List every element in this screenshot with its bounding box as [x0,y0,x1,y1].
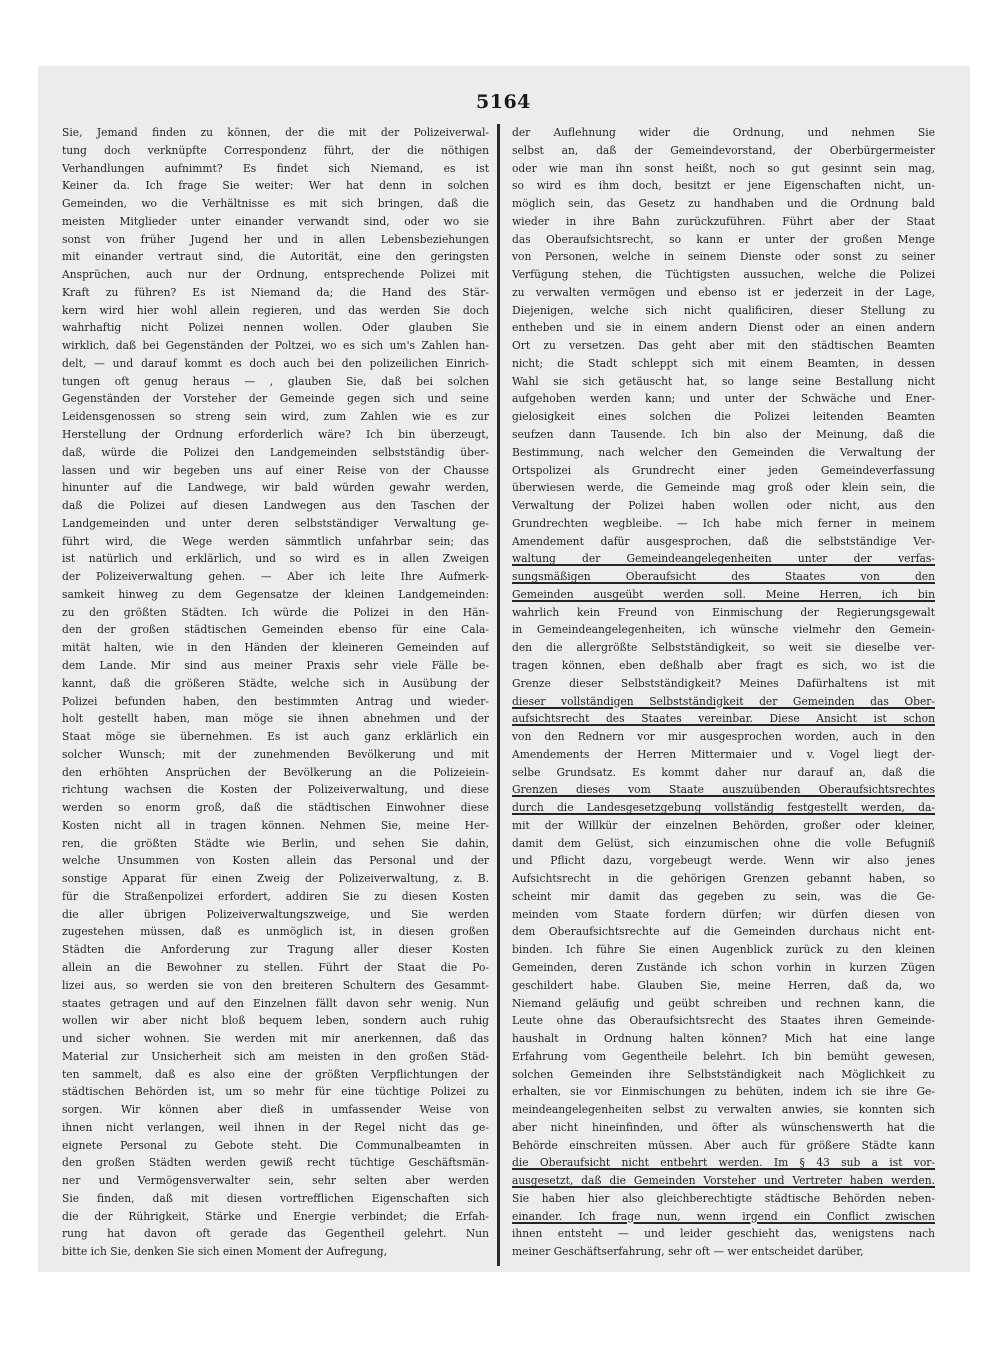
text-line: Behörde einschreiten müssen. Aber auch für größere Städte kann [512,1138,935,1152]
text-line: nicht; die Stadt schleppt sich mit einem Beamten, in dessen [512,356,935,370]
text-line: den großen Städten werden gewiß recht tüchtige Geschäftsmän- [62,1156,489,1170]
text-line: rung hat davon oft gerade das Gegentheil gelehrt. Nun [62,1227,489,1241]
text-line: Verwaltung der Polizei haben wollen oder nicht, aus den [512,499,935,513]
text-line: und sicher wohnen. Sie werden mit mir anerkennen, daß das [62,1032,489,1046]
text-line: daß die Polizei auf diesen Landwegen aus den Taschen der [62,499,489,513]
text-line: einander. Ich frage nun, wenn irgend ein Conflict zwischen [512,1209,935,1223]
text-line: lassen und wir begeben uns auf einer Reise von der Chausse [62,463,489,477]
text-line: mit einander vertraut sind, die Autorität, eine den geringsten [62,250,489,264]
text-line: Staat möge sie übernehmen. Es ist auch ganz erklärlich ein [62,730,489,744]
text-line: aufsichtsrecht des Staates vereinbar. Diese Ansicht ist schon [512,712,935,726]
text-line: führt wird, die Wege werden sämmtlich unfahrbar sein; das [62,534,489,548]
text-line: scheint mir damit das gegeben zu sein, was die Ge- [512,889,935,903]
text-line: Sie, Jemand finden zu können, der die mit der Polizeiverwal- [62,126,489,139]
text-line: ist natürlich und erklärlich, und so wird es in allen Zweigen [62,552,489,566]
text-line: Keiner da. Ich frage Sie weiter: Wer hat denn in solchen [62,179,489,193]
text-line: für die Straßenpolizei erfordert, addiren Sie zu diesen Kosten [62,889,489,903]
left-column [62,124,489,1266]
text-line: von den Rednern vor mir ausgesprochen worden, auch in den [512,730,935,744]
text-line: kannt, daß die größeren Städte, welche sich in Ausübung der [62,676,489,690]
text-line: Leute ohne das Oberaufsichtsrecht des Staates ihren Gemeinde- [512,1014,935,1028]
text-line: welche Unsummen von Kosten allein das Personal und der [62,854,489,868]
text-line: Ort zu versetzen. Das geht aber mit den städtischen Beamten [512,339,935,353]
text-line: bitte ich Sie, denken Sie sich einen Moment der Aufregung, [62,1245,388,1259]
text-line: Niemand geläufig und geübt schreiben und rechnen kann, die [512,996,935,1010]
text-line: solcher Wunsch; mit der zunehmenden Bevölkerung und mit [62,747,489,761]
text-line: hinunter auf die Landwege, wir bald würden gewahr werden, [62,481,489,495]
text-line: ten sammelt, daß es also eine der größten Verpflichtungen der [62,1067,489,1081]
text-line: tung doch verknüpfte Correspondenz führt, der die nöthigen [62,143,489,157]
text-line: die aller übrigen Polizeiverwaltungszweige, und Sie werden [62,907,489,921]
text-line: meinden vom Staate fordern dürfen; wir dürfen diesen von [512,907,935,921]
text-line: seufzen dann Tausende. Ich bin also der Meinung, daß die [512,428,935,442]
text-line: werden so enorm groß, daß die städtischen Einwohner diese [62,801,489,815]
text-line: den der großen städtischen Gemeinden ebenso für eine Cala- [62,623,489,637]
text-line: binden. Ich führe Sie einen Augenblick zurück zu den kleinen [512,943,935,957]
text-line: wollen wir aber nicht bloß bequem leben, sondern auch ruhig [62,1014,489,1028]
text-line: delt, — und darauf kommt es doch auch bei den polizeilichen Einrich- [62,356,489,370]
text-line: Erfahrung vom Gegentheile belehrt. Ich bin bemüht gewesen, [512,1049,935,1063]
text-line: in Gemeindeangelegenheiten, ich wünsche vielmehr den Gemein- [512,623,935,637]
text-line: Amendement dafür ausgesprochen, daß die selbstständige Ver- [512,534,935,548]
text-line: zu verwalten vermögen und ebenso ist er jederzeit in der Lage, [512,285,935,299]
text-line: dieser vollständigen Selbstständigkeit der Gemeinden das Ober- [512,694,935,708]
text-line: tungen oft genug heraus — , glauben Sie, daß bei solchen [62,374,489,388]
text-line: Landgemeinden und unter deren selbstständiger Verwaltung ge- [62,516,489,530]
text-line: ren, die größten Städte wie Berlin, und sehen Sie dahin, [62,836,489,850]
text-line: Gemeinden, wo die Verhältnisse es mit sich bringen, daß die [62,197,489,211]
text-line: durch die Landesgesetzgebung vollständig festgestellt werden, da- [512,801,935,815]
text-line: sungsmäßigen Oberaufsicht des Staates von den [512,570,935,584]
text-line: gielosigkeit eines solchen die Polizei leitenden Beamten [512,410,935,424]
text-line: Verfügung stehen, die Tüchtigsten aussuchen, welche die Polizei [512,268,935,282]
text-line: Städten die Anforderung zur Tragung aller dieser Kosten [62,943,489,957]
text-line: Grenze dieser Selbstständigkeit? Meines Dafürhaltens ist mit [512,676,935,690]
text-line: aufgehoben werden kann; und unter der Schwäche und Ener- [512,392,935,406]
text-line: meisten Mitglieder unter einander verwandt sind, oder wo sie [62,214,489,228]
text-line: daß, würde die Polizei den Landgemeinden selbstständig über- [62,445,489,459]
text-line: Wahl sie sich getäuscht hat, so lange seine Bestallung nicht [512,374,935,388]
text-line: Gemeinden, deren Zustände ich schon vorhin in kurzen Zügen [512,960,935,974]
text-line: erhalten, sie vor Einmischungen zu behüten, indem ich sie ihre Ge- [512,1085,935,1099]
text-line: selbst an, daß der Gemeindevorstand, der Oberbürgermeister [512,143,935,157]
text-line: den erhöhten Ansprüchen der Bevölkerung an die Polizeiein- [62,765,489,779]
text-line: dem Oberaufsichtsrechte auf die Gemeinden durchaus nicht ent- [512,925,935,939]
text-line: meindeangelegenheiten selbst zu verwalten anwies, sie konnten sich [512,1103,935,1117]
text-line: Leidensgenossen so streng sein wird, zum Zahlen wie es zur [62,410,489,424]
text-line: Gemeinden ausgeübt werden soll. Meine Herren, ich bin [512,587,935,601]
text-line: Grenzen dieses vom Staate auszuübenden Oberaufsichtsrechtes [512,783,935,797]
text-line: aber nicht hineinfinden, und öfter als wünschenswerth hat die [512,1120,935,1134]
text-line: Aufsichtsrecht in die gehörigen Grenzen gebannt haben, so [512,872,935,886]
text-line: möglich sein, das Gesetz zu handhaben und die Ordnung bald [512,197,935,211]
text-line: so wird es ihm doch, besitzt er jene Eigenschaften nicht, un- [512,179,935,193]
text-line: sonstige Apparat für einen Zweig der Polizeiverwaltung, z. B. [62,872,489,886]
text-line: ner und Vermögensverwalter sein, sehr selten aber werden [62,1174,489,1188]
column-divider [497,124,500,1266]
text-line: entheben und sie in einem andern Dienst oder an einen andern [512,321,935,335]
text-line: holt gestellt haben, man möge sie ihnen abnehmen und der [62,712,489,726]
page-number: 5164 [476,91,531,113]
text-line: allein an die Bewohner zu stellen. Führt der Staat die Po- [62,960,489,974]
text-line: Grundrechten wegbleibe. — Ich habe mich ferner in meinem [512,516,935,530]
text-line: meiner Geschäftserfahrung, sehr oft — wer entscheidet darüber, [512,1245,864,1259]
text-line: zugestehen müssen, daß es unmöglich ist, in diesen großen [62,925,489,939]
text-line: sorgen. Wir können aber dieß in umfassender Weise von [62,1103,489,1117]
text-line: ihnen entsteht — und leider geschieht das, wenigstens nach [512,1227,935,1241]
text-line: der Auflehnung wider die Ordnung, und nehmen Sie [512,126,935,139]
text-line: städtischen Behörden ist, um so mehr für eine tüchtige Polizei zu [62,1085,489,1099]
text-line: ausgesetzt, daß die Gemeinden Vorsteher und Vertreter haben werden. [512,1174,935,1188]
text-line: oder wie man ihn sonst heißt, noch so gut gesinnt sein mag, [512,161,935,175]
text-line: mit der Willkür der einzelnen Behörden, großer oder kleiner, [512,818,935,832]
text-line: geschildert habe. Glauben Sie, meine Herren, daß da, wo [512,978,935,992]
text-line: waltung der Gemeindeangelegenheiten unter der verfas- [512,552,935,566]
text-line: solchen Gemeinden ihre Selbstständigkeit nach Möglichkeit zu [512,1067,935,1081]
text-line: Verhandlungen aufnimmt? Es findet sich Niemand, es ist [62,161,489,175]
text-line: mität halten, wie in den Händen der kleineren Gemeinden auf [62,641,489,655]
text-line: sonst von früher Jugend her und in allen Lebensbeziehungen [62,232,489,246]
text-line: ihnen nicht verlangen, weil ihnen in der Regel nicht das ge- [62,1120,489,1134]
text-line: wahrhaftig nicht Polizei nennen wollen. Oder glauben Sie [62,321,489,335]
text-line: Kraft zu führen? Es ist Niemand da; die Hand des Stär- [62,285,489,299]
text-line: wahrlich kein Freund von Einmischung der Regierungsgewalt [512,605,935,619]
text-line: selbe Grundsatz. Es kommt daher nur darauf an, daß die [512,765,935,779]
text-line: Diejenigen, welche sich nicht qualificiren, dieser Stellung zu [512,303,935,317]
text-line: Kosten nicht all in tragen können. Nehmen Sie, meine Her- [62,818,489,832]
text-line: den die allergrößte Selbstständigkeit, so weit sie dieselbe ver- [512,641,935,655]
text-line: Gegenständen der Vorsteher der Gemeinde gegen sich und seine [62,392,489,406]
text-line: Ortspolizei als Grundrecht einer jeden Gemeindeverfassung [512,463,935,477]
text-line: der Polizeiverwaltung gehen. — Aber ich leite Ihre Aufmerk- [62,570,489,584]
text-line: das Oberaufsichtsrecht, so kann er unter der großen Menge [512,232,935,246]
text-line: Sie finden, daß mit diesen vortrefflichen Eigenschaften sich [62,1191,489,1205]
text-line: zu den größten Städten. Ich würde die Polizei in den Hän- [62,605,489,619]
text-line: Material zur Unsicherheit sich am meisten in den großen Städ- [62,1049,489,1063]
text-line: die Oberaufsicht nicht entbehrt werden. Im § 43 sub a ist vor- [512,1156,935,1170]
text-line: Herstellung der Ordnung erforderlich wäre? Ich bin überzeugt, [62,428,489,442]
text-line: kern wird hier wohl allein regieren, und das werden Sie doch [62,303,489,317]
text-line: staates getragen und auf den Einzelnen fällt davon sehr wenig. Nun [62,996,489,1010]
text-line: Polizei befunden haben, den bestimmten Antrag und wieder- [62,694,489,708]
text-line: Sie haben hier also gleichberechtigte städtische Behörden neben- [512,1191,935,1205]
text-line: damit dem Gelüst, sich einzumischen ohne die volle Befugniß [512,836,935,850]
text-line: wirklich, daß bei Gegenständen der Poltzei, wo es sich um's Zahlen han- [62,339,489,353]
text-line: die der Rührigkeit, Stärke und Energie verbindet; die Erfah- [62,1209,489,1223]
text-line: überwiesen werde, die Gemeinde mag groß oder klein sein, die [512,481,935,495]
text-line: haushalt in Ordnung halten können? Mich hat eine lange [512,1032,935,1046]
text-line: tragen können, eben deßhalb aber fragt es sich, wo ist die [512,658,935,672]
text-line: Bestimmung, nach welcher den Gemeinden die Verwaltung der [512,445,935,459]
right-column [512,124,935,1266]
text-line: wieder in ihre Bahn zurückzuführen. Führt aber der Staat [512,214,935,228]
text-line: lizei aus, so werden sie von den breiteren Schultern des Gesammt- [62,978,489,992]
text-line: Amendements der Herren Mittermaier und v. Vogel liegt der- [512,747,935,761]
text-line: und Pflicht dazu, vorgebeugt werde. Wenn wir also jenes [512,854,935,868]
text-line: richtung wachsen die Kosten der Polizeiverwaltung, und diese [62,783,489,797]
text-line: Ansprüchen, auch nur der Ordnung, entsprechende Polizei mit [62,268,489,282]
text-line: dem Lande. Mir sind aus meiner Praxis sehr viele Fälle be- [62,658,489,672]
text-line: samkeit hinweg zu dem Gegensatze der kleinen Landgemeinden: [62,587,489,601]
text-line: von Personen, welche in seinem Dienste oder sonst zu seiner [512,250,935,264]
text-line: eignete Personal zu Gebote steht. Die Communalbeamten in [62,1138,489,1152]
